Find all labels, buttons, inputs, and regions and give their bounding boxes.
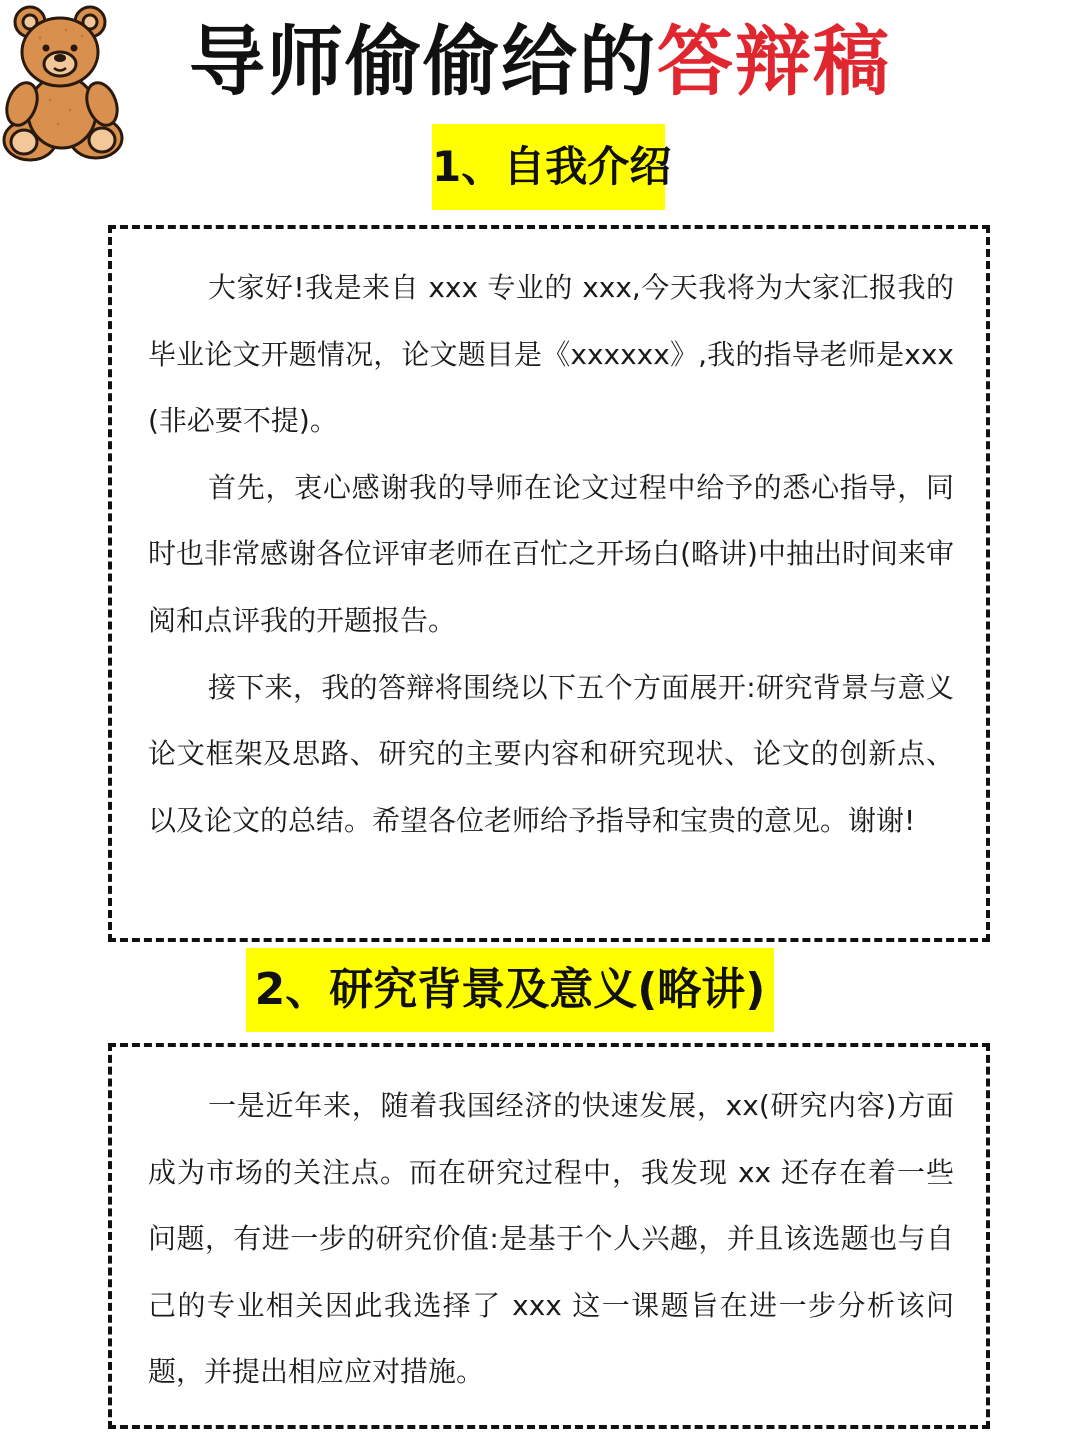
title-red-part: 答辩稿 <box>657 17 891 106</box>
section1-heading: 1、自我介绍 <box>432 124 665 210</box>
section1-paragraph-3: 接下来，我的答辩将围绕以下五个方面展开:研究背景与意义论文框架及思路、研究的主要内容和研究现状、论文的创新点、以及论文的总结。希望各位老师给予指导和宝贵的意见。谢谢! <box>148 670 954 837</box>
title-black-part: 导师偷偷给的 <box>189 17 657 106</box>
section1-content-box <box>108 225 990 942</box>
section1-paragraph-2: 首先，衷心感谢我的导师在论文过程中给予的悉心指导，同时也非常感谢各位评审老师在百忙之开场白(略讲)中抽出时间来审阅和点评我的开题报告。 <box>148 470 954 637</box>
section2-paragraph-1: 一是近年来，随着我国经济的快速发展，xx(研究内容)方面成为市场的关注点。而在研究过程中，我发现 xx 还存在着一些问题，有进一步的研究价值:是基于个人兴趣，并且该选题也与自己的专业相关因此我选择了 xxx 这一课题旨在进一步分析该问题，并提出相应应对措施。 <box>148 1089 954 1389</box>
section2-heading: 2、研究背景及意义(略讲) <box>246 948 774 1032</box>
page-title <box>0 14 1080 110</box>
section2-content-box <box>108 1043 990 1429</box>
section1-paragraph-1: 大家好!我是来自 xxx 专业的 xxx,今天我将为大家汇报我的毕业论文开题情况，论文题目是《xxxxxx》,我的指导老师是xxx(非必要不提)。 <box>148 271 954 438</box>
